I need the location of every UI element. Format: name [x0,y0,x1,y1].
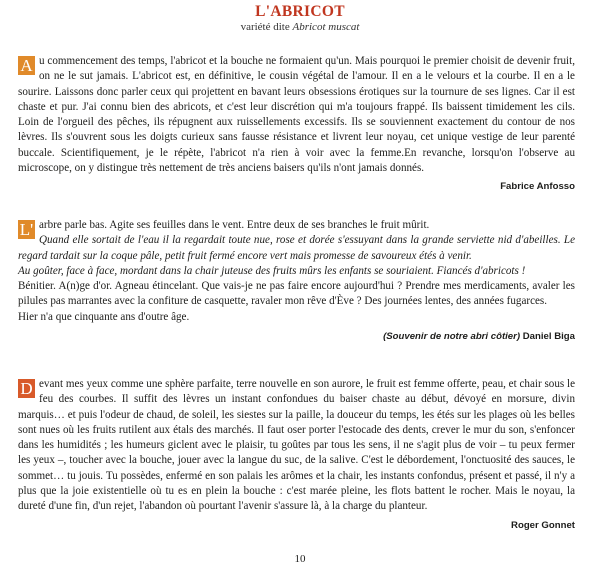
variety-name: Abricot muscat [292,21,360,33]
author-signature: Fabrice Anfosso [500,181,575,193]
section-paragraph: Bénitier. A(n)ge d'or. Agneau étincelant. Que vais-je ne pas faire encore aujourd'hui ? Prendre mes merdicaments, avaler les pilules pas marrantes avec la confiture de casquette, ravaler mon rêve d'Ève ? Des journées lentes, des années fugarces. [18,280,575,308]
text-section-gonnet [18,377,575,533]
page-subtitle: variété dite Abricot muscat [240,21,360,33]
section-paragraph: D evant mes yeux comme une sphère parfaite, terre nouvelle en son aurore, le fruit est femme offerte, peau, et chair sous le feu des courbes. Il suffit des lèvres un instant confondues du baiser chaste au début, dévoyé en morsure, divin marquis… et puis l'odeur de chaud, de soleil, les siestes sur la paille, la douceur du temps, les étés sur les plages où les belles sont nues où les fruits rutilent aux étals des marchés. Il faut oser porter l'estocade des dents, crever le mur du son, s'enfoncer dans les humidités ; les humeurs giclent avec le plaisir, tu goûtes par tous les sens, il ne s'agit plus de voir – tu peux fermer les yeux –, toucher avec la bouche, jouer avec la langue du suc, de la salive. C'est le débordement, l'onctuosité des sauces, le sommet… tu jouis. Tu possèdes, enfermé en son palais les arômes et la chair, les instants confondus, présent et passé, il n'y a plus que la joie existentielle où tu es en plein la bouche : c'est marée pleine, les flots battent le rocher. Mais le noyau, la dureté d'une fin, d'un rejet, l'abandon où pourtant l'avenir s'assure là, à la charge du planteur. [18,378,575,513]
page-title: L'ABRICOT [255,3,345,20]
drop-cap: A [18,56,35,75]
text-section-anfosso [18,54,575,195]
section-first-line: L' arbre parle bas. Agite ses feuilles dans le vent. Entre deux de ses branches le fruit mûrit. [19,219,430,239]
source-note: (Souvenir de notre abri côtier) [383,331,521,343]
page-number: 10 [294,553,306,565]
drop-cap: L' [19,220,34,239]
author-signature: Roger Gonnet [511,519,575,531]
italic-passage: Quand elle sortait de l'eau il la regardait toute nue, rose et dorée s'essuyant dans la grande serviette nid d'abeilles. Le regard tardait sur la coque pâle, petit fruit fermé encore vert mais promesse de savoureux étés à venir. [18,234,575,262]
text-section-biga [18,218,575,344]
section-paragraph-2: Hier n'a que cinquante ans d'outre âge. [18,310,190,323]
section-paragraph: A u commencement des temps, l'abricot et la bouche ne formaient qu'un. Mais pourquoi le premier choisit de devenir fruit, on ne le sut jamais. L'abricot est, en définitive, le cousin végétal de l'amour. Il en a le velours et la courbe. Il en a le sourire. Laissons donc parler ceux qui projettent en bavant leurs obsessions érotiques sur la tournure de ses lignes. Car il est chaste et pur. J'ai connu bien des abricots, et c'est leur discrétion qui m'a toujours frappé. Ils baissent timidement les cils. Loin de l'orgueil des pêches, ils répugnent aux ruissellements excessifs. Ils se souviennent exactement du contour de nos lèvres. Ils s'ouvrent sous les doigts curieux sans fausse résistance et livrent leur noyau, cet unique vestige de leur parenté buccale. Scientifiquement, je le répète, l'abricot n'a rien à voir avec la femme.En revanche, lorsqu'on l'observe au microscope, on y distingue très nettement de très anciens baisers qu'ils n'ont jamais donnés. [18,55,575,175]
author-signature: (Souvenir de notre abri côtier) Daniel Biga [383,331,575,343]
italic-passage-2: Au goûter, face à face, mordant dans la chair juteuse des fruits mûrs les enfants se souriaient. Fiancés d'abricots ! [18,264,526,277]
drop-cap: D [18,379,35,398]
